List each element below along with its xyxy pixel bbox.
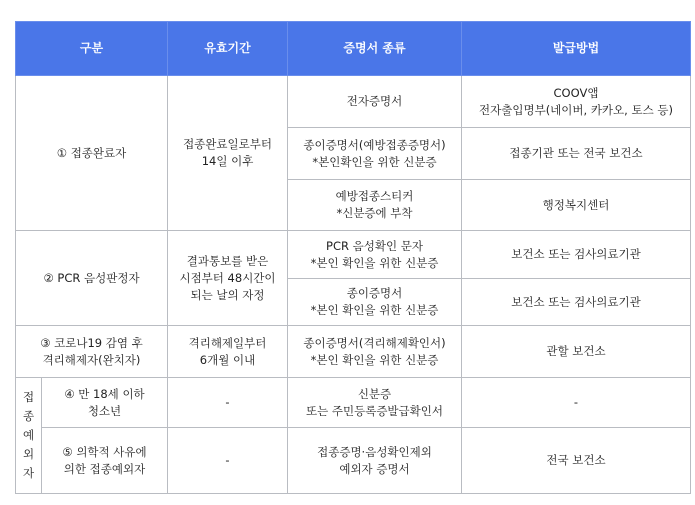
cert-note: *본인확인을 위한 신분증	[312, 154, 437, 169]
category-line: ④ 만 18세 이하	[64, 386, 145, 401]
table-container	[15, 21, 691, 494]
category-line: 격리해제자(완치자)	[42, 352, 141, 367]
header-issuance-method: 발급방법	[462, 22, 691, 76]
cert-electronic: 전자증명서	[288, 76, 462, 128]
validity-minor: -	[168, 378, 288, 428]
category-line: ③ 코로나19 감염 후	[40, 335, 143, 350]
category-vaccinated: ① 접종완료자	[16, 76, 168, 231]
cert-line: 또는 주민등록증발급확인서	[306, 403, 443, 418]
validity-line: 14일 이후	[201, 154, 254, 168]
category-recovered	[16, 326, 168, 378]
cert-pcr-text	[288, 231, 462, 279]
header-certificate-type: 증명서 종류	[288, 22, 462, 76]
method-pcr-paper: 보건소 또는 검사의료기관	[462, 279, 691, 326]
exempt-char: 자	[22, 466, 35, 480]
exempt-group-label	[16, 378, 42, 494]
validity-line: 격리해제일부터	[188, 335, 267, 350]
validity-pcr	[168, 231, 288, 326]
table-row	[16, 231, 691, 279]
cert-paper-vaccination	[288, 128, 462, 180]
cert-note: *본인 확인을 위한 신분증	[310, 352, 439, 367]
cert-line: 종이증명서	[346, 286, 403, 300]
category-line: 청소년	[87, 403, 122, 418]
category-minor	[42, 378, 168, 428]
method-sticker: 행정복지센터	[462, 180, 691, 231]
cert-line: 종이증명서(예방접종증명서)	[303, 137, 446, 152]
method-line: COOV앱	[553, 85, 599, 100]
header-validity: 유효기간	[168, 22, 288, 76]
validity-line: 되는 날의 자정	[190, 287, 265, 302]
category-line: ⑤ 의학적 사유에	[62, 444, 147, 459]
method-paper-vaccination: 접종기관 또는 전국 보건소	[462, 128, 691, 180]
validity-line: 접종완료일로부터	[183, 137, 272, 151]
cert-note: *본인 확인을 위한 신분증	[310, 303, 439, 317]
cert-pcr-paper	[288, 279, 462, 326]
validity-line: 결과통보를 받은	[186, 253, 269, 268]
category-medical	[42, 428, 168, 494]
cert-line: 신분증	[357, 386, 392, 401]
method-minor: -	[462, 378, 691, 428]
cert-note: *신분증에 부착	[336, 206, 413, 220]
validity-recovered	[168, 326, 288, 378]
cert-line: 예방접종스티커	[335, 189, 414, 203]
exempt-char: 예	[22, 428, 35, 442]
table-row	[16, 428, 691, 494]
cert-line: 종이증명서(격리해제확인서)	[303, 335, 446, 350]
cert-line: 예외자 증명서	[339, 461, 410, 476]
validity-vaccinated	[168, 76, 288, 231]
table-row	[16, 326, 691, 378]
category-line: 의한 접종예외자	[63, 461, 146, 476]
validity-line: 6개월 이내	[199, 352, 256, 367]
method-medical: 전국 보건소	[462, 428, 691, 494]
exempt-char: 외	[22, 447, 35, 461]
exempt-char: 접	[22, 390, 35, 404]
cert-sticker	[288, 180, 462, 231]
cert-medical	[288, 428, 462, 494]
validity-medical: -	[168, 428, 288, 494]
header-category: 구분	[16, 22, 168, 76]
table-row	[16, 76, 691, 128]
method-recovered: 관할 보건소	[462, 326, 691, 378]
certificate-table	[15, 21, 691, 494]
cert-recovered	[288, 326, 462, 378]
method-electronic	[462, 76, 691, 128]
category-pcr: ② PCR 음성판정자	[16, 231, 168, 326]
table-row	[16, 378, 691, 428]
validity-line: 시점부터 48시간이	[179, 270, 276, 285]
cert-line: 접종증명·음성확인제외	[317, 444, 432, 459]
cert-line: PCR 음성확인 문자	[326, 238, 423, 253]
exempt-char: 종	[22, 409, 35, 423]
header-row	[16, 22, 691, 76]
method-pcr-text: 보건소 또는 검사의료기관	[462, 231, 691, 279]
cert-minor	[288, 378, 462, 428]
cert-note: *본인 확인을 위한 신분증	[310, 255, 439, 270]
method-line: 전자출입명부(네이버, 카카오, 토스 등)	[479, 102, 673, 117]
